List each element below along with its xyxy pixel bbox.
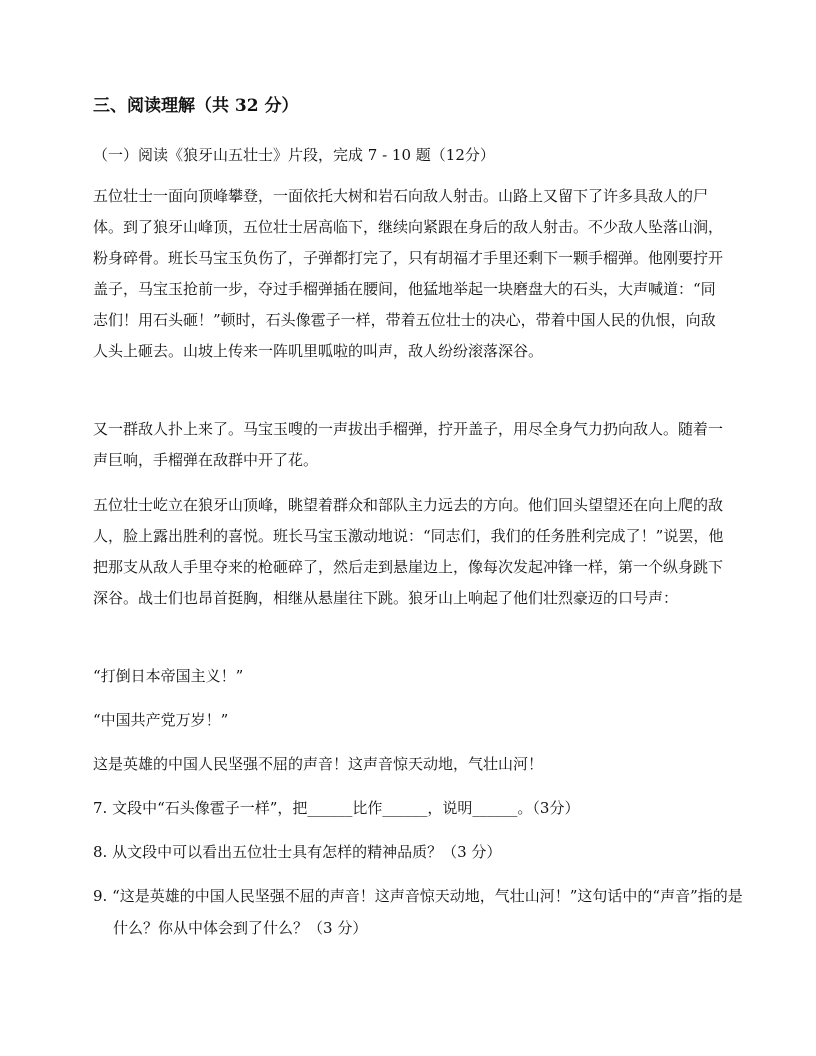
question-7: 7. 文段中“石头像雹子一样”，把______比作______，说明______。（3分） <box>93 799 580 817</box>
passage-paragraph-2: 又一群敌人扑上来了。马宝玉嗖的一声拔出手榴弹，拧开盖子，用尽全身气力扔向敌人。随着一声巨响，手榴弹在敌群中开了花。 <box>93 420 724 469</box>
section-title: 三、阅读理解（共 32 分） <box>93 96 299 116</box>
passage-paragraph-3: 五位壮士屹立在狼牙山顶峰，眺望着群众和部队主力远去的方向。他们回头望望还在向上爬的敌人，脸上露出胜利的喜悦。班长马宝玉激动地说：“同志们，我们的任务胜利完成了！”说罢，他把那支从敌人手里夺来的枪砸碎了，然后走到悬崖边上，像每次发起冲锋一样，第一个纵身跳下深谷。战士们也昂首挺胸，相继从悬崖往下跳。狼牙山上响起了他们壮烈豪迈的口号声： <box>93 496 724 607</box>
question-9: 9. “这是英雄的中国人民坚强不屈的声音！这声音惊天动地，气壮山河！”这句话中的“声音”指的是什么？你从中体会到了什么？（3 分） <box>93 887 743 937</box>
passage-closing: 这是英雄的中国人民坚强不屈的声音！这声音惊天动地，气壮山河！ <box>93 755 544 773</box>
passage-paragraph-1: 五位壮士一面向顶峰攀登，一面依托大树和岩石向敌人射击。山路上又留下了许多具敌人的尸体。到了狼牙山峰顶，五位壮士居高临下，继续向紧跟在身后的敌人射击。不少敌人坠落山涧，粉身碎骨。班长马宝玉负伤了，子弹都打完了，只有胡福才手里还剩下一颗手榴弹。他刚要拧开盖子，马宝玉抢前一步，夺过手榴弹插在腰间，他猛地举起一块磨盘大的石头，大声喊道：“同志们！用石头砸！”顿时，石头像雹子一样，带着五位壮士的决心，带着中国人民的仇恨，向敌人头上砸去。山坡上传来一阵叽里呱啦的叫声，敌人纷纷滚落深谷。 <box>93 187 724 360</box>
passage-heading: （一）阅读《狼牙山五壮士》片段，完成 7 - 10 题（12分） <box>93 146 495 164</box>
question-8: 8. 从文段中可以看出五位壮士具有怎样的精神品质？（3 分） <box>93 843 502 861</box>
slogan-1: “打倒日本帝国主义！” <box>93 667 244 685</box>
slogan-2: “中国共产党万岁！” <box>93 711 229 729</box>
